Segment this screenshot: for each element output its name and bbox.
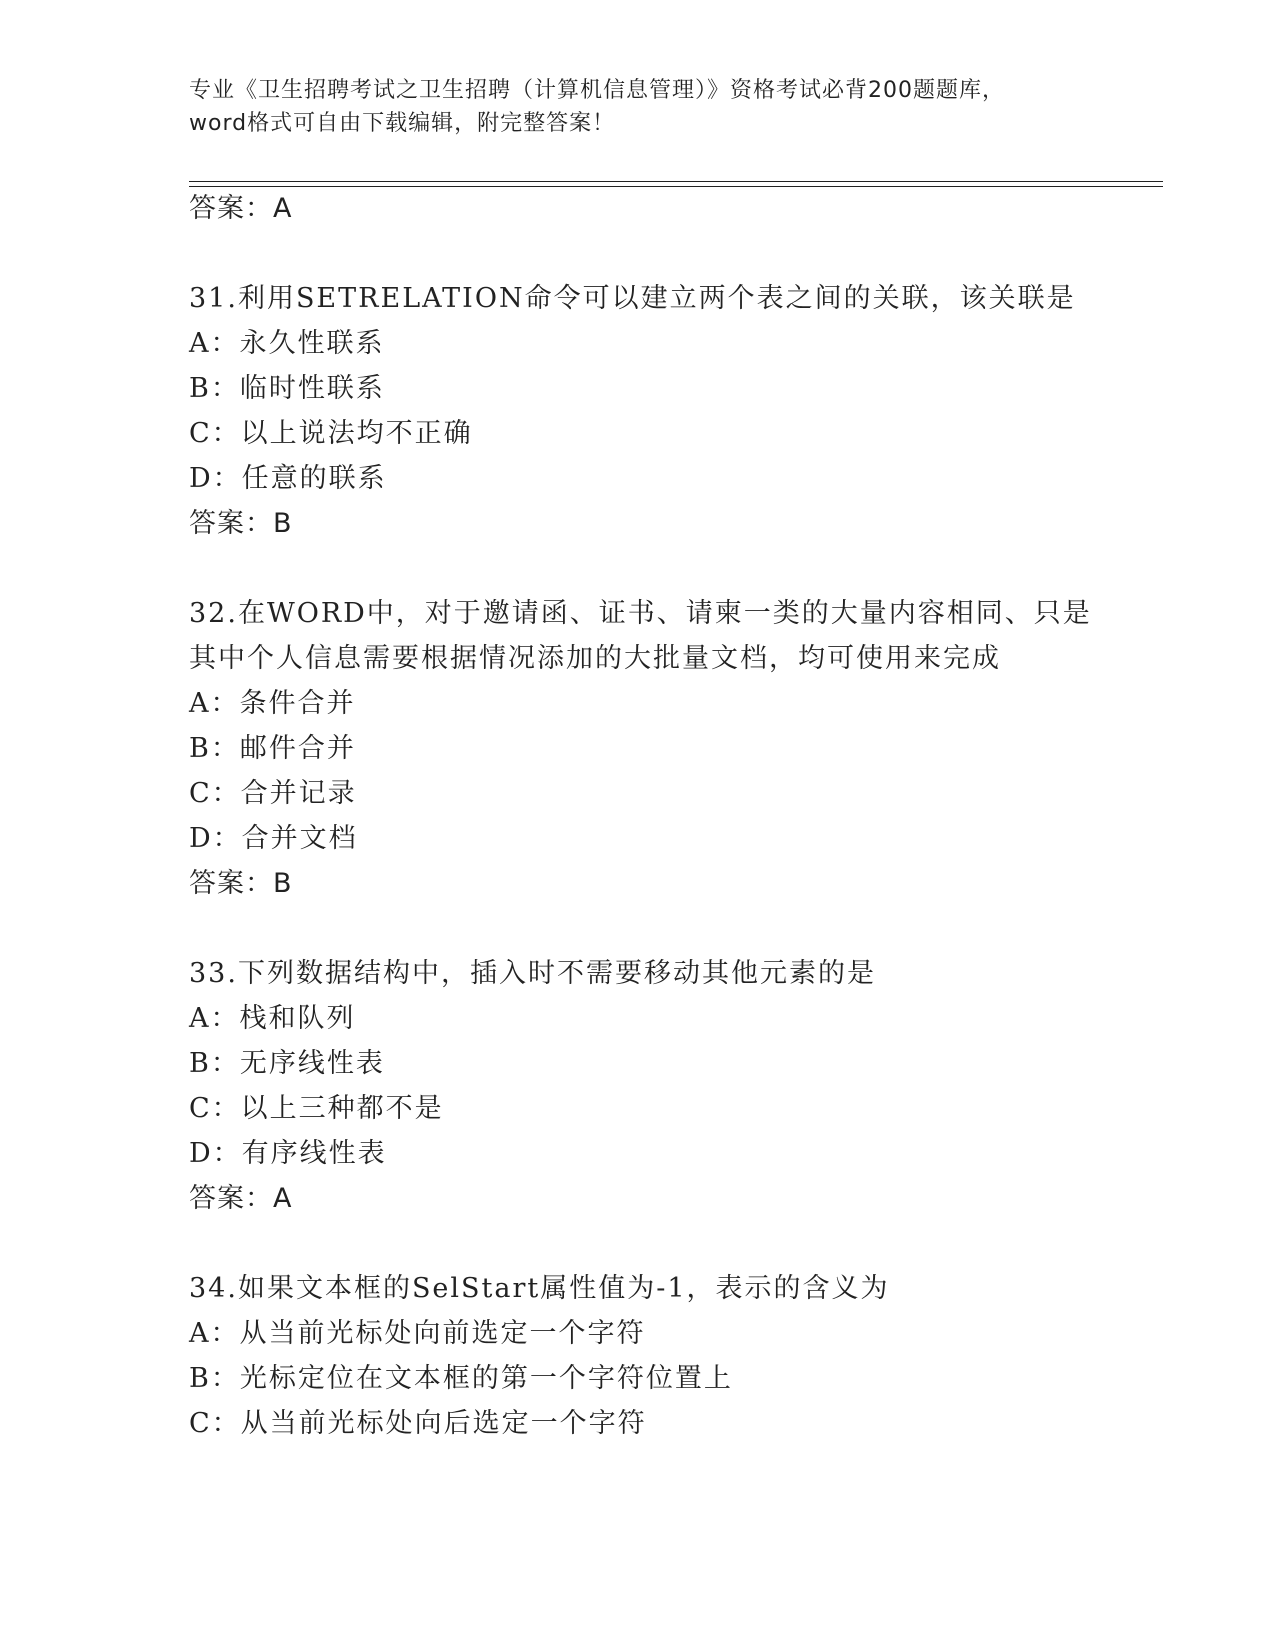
header-divider-bottom — [189, 186, 1163, 187]
question-34-stem: 34.如果文本框的SelStart属性值为-1，表示的含义为 — [189, 1273, 890, 1304]
question-31-option-a: A：永久性联系 — [189, 328, 385, 359]
question-34-option-c: C：从当前光标处向后选定一个字符 — [189, 1408, 647, 1439]
header-divider-top — [189, 181, 1163, 182]
question-31-option-d: D：任意的联系 — [189, 463, 387, 494]
question-32-option-c: C：合并记录 — [189, 778, 357, 809]
question-32-option-a: A：条件合并 — [189, 688, 356, 719]
question-34-option-a: A：从当前光标处向前选定一个字符 — [189, 1318, 646, 1349]
question-33-stem: 33.下列数据结构中，插入时不需要移动其他元素的是 — [189, 958, 876, 989]
answer-32: 答案：B — [189, 868, 293, 899]
question-32-option-d: D：合并文档 — [189, 823, 358, 854]
question-31-option-c: C：以上说法均不正确 — [189, 418, 473, 449]
question-31-option-b: B：临时性联系 — [189, 373, 385, 404]
answer-33: 答案：A — [189, 1183, 293, 1214]
answer-30: 答案：A — [189, 193, 293, 224]
question-32-option-b: B：邮件合并 — [189, 733, 356, 764]
header-line-1: 专业《卫生招聘考试之卫生招聘（计算机信息管理）》资格考试必背200题题库， — [189, 78, 1005, 103]
header-line-2: word格式可自由下载编辑，附完整答案！ — [189, 111, 616, 136]
question-33-option-a: A：栈和队列 — [189, 1003, 356, 1034]
question-33-option-b: B：无序线性表 — [189, 1048, 385, 1079]
document-header — [189, 74, 1109, 140]
question-33-option-d: D：有序线性表 — [189, 1138, 387, 1169]
question-31-stem: 31.利用SETRELATION命令可以建立两个表之间的关联，该关联是 — [189, 283, 1076, 314]
answer-31: 答案：B — [189, 508, 293, 539]
question-33-option-c: C：以上三种都不是 — [189, 1093, 444, 1124]
question-32-stem-line-1: 32.在WORD中，对于邀请函、证书、请柬一类的大量内容相同、只是 — [189, 598, 1092, 629]
question-32-stem-line-2: 其中个人信息需要根据情况添加的大批量文档，均可使用来完成 — [189, 643, 1001, 674]
question-34-option-b: B：光标定位在文本框的第一个字符位置上 — [189, 1363, 733, 1394]
